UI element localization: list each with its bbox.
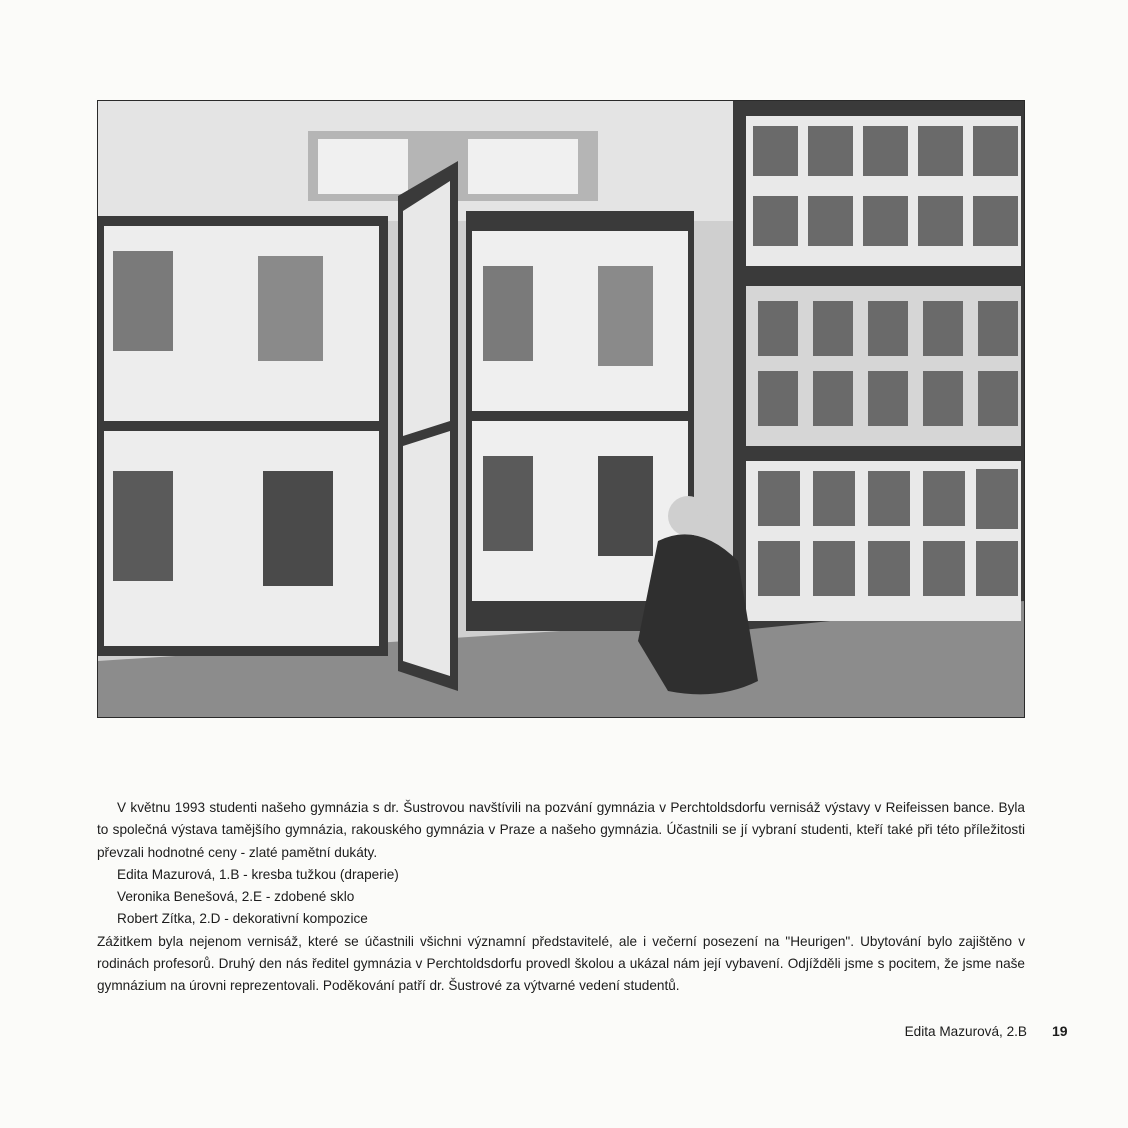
exhibition-photo xyxy=(97,100,1025,718)
winner-item: Edita Mazurová, 1.B - kresba tužkou (draperie) xyxy=(117,866,399,882)
author-signature: Edita Mazurová, 2.B xyxy=(904,1024,1027,1039)
winner-item: Robert Zítka, 2.D - dekorativní kompozice xyxy=(117,911,368,927)
article-text xyxy=(97,797,1025,998)
page-number: 19 xyxy=(1052,1023,1068,1039)
exhibition-photo-drawing xyxy=(98,101,1024,717)
article-paragraph: Zážitkem byla nejenom vernisáž, které se účastnili všichni významní představitelé, ale i večerní posezení na "Heurigen". Ubytování bylo zajištěno v rodinách profesorů. Druhý den nás ředitel gymnázia v Perchtoldsdorfu provedl školou a ukázal nám její vybavení. Odjížděli jsme s pocitem, že jsme naše gymnázium na úrovni reprezentovali. Poděkování patří dr. Šustrové za výtvarné vedení studentů. xyxy=(97,933,1025,994)
winner-item: Veronika Benešová, 2.E - zdobené sklo xyxy=(117,889,355,905)
article-paragraph: V květnu 1993 studenti našeho gymnázia s dr. Šustrovou navštívili na pozvání gymnázia v Perchtoldsdorfu vernisáž výstavy v Reifeissen bance. Byla to společná výstava tamějšího gymnázia, rakouského gymnázia v Praze a našeho gymnázia. Účastnili se jí vybraní studenti, kteří také při této příležitosti převzali hodnotné ceny - zlaté pamětní dukáty. xyxy=(97,800,1025,860)
